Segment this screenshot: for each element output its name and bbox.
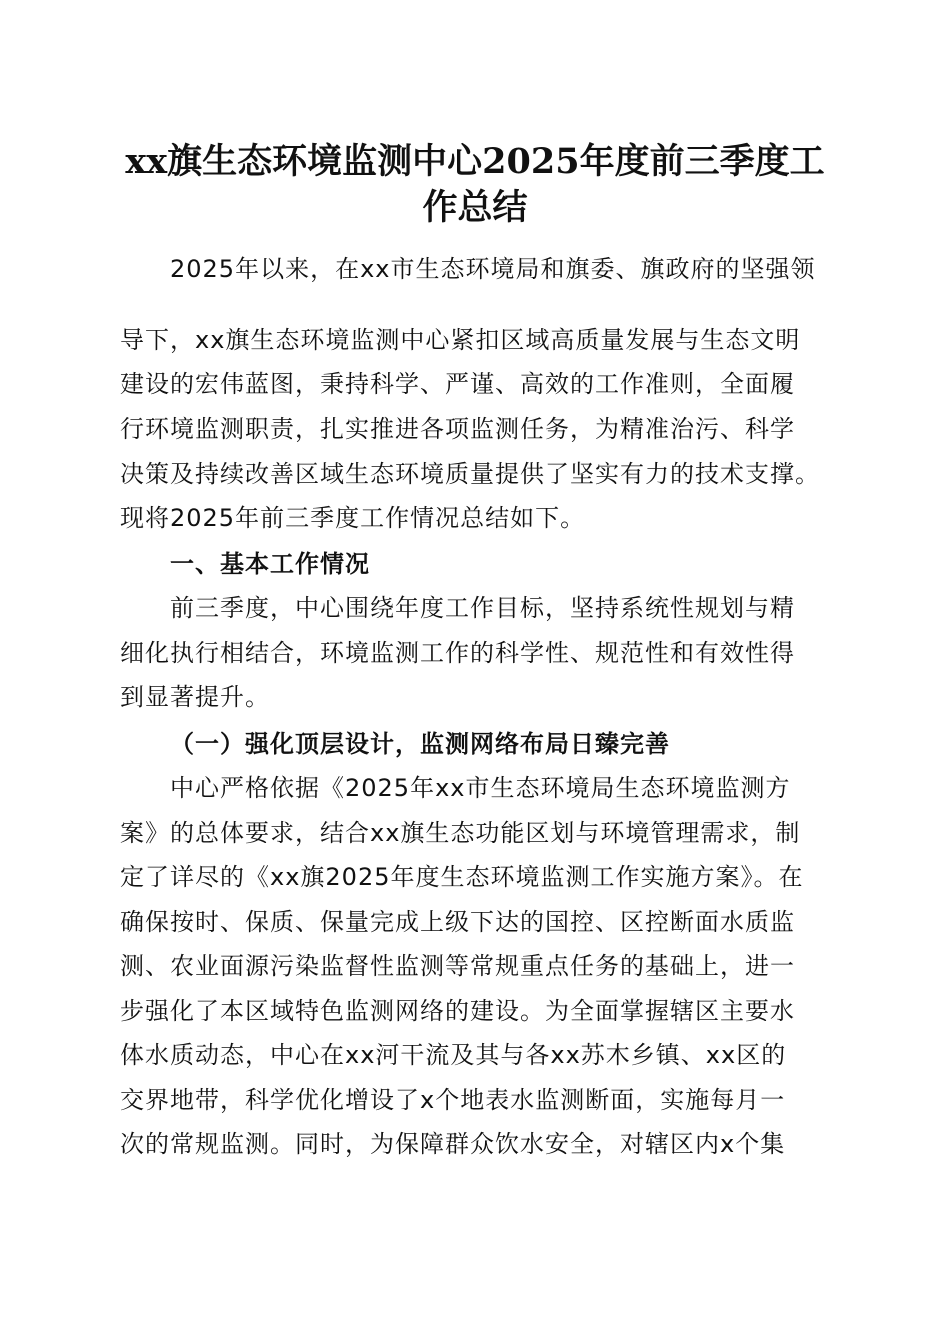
document-title-line-2: 作总结 <box>422 187 528 228</box>
subsection1-paragraph-line: 中心严格依据《2025年xx市生态环境局生态环境监测方 <box>170 774 791 802</box>
intro-paragraph-line: 建设的宏伟蓝图，秉持科学、严谨、高效的工作准则，全面履 <box>120 370 795 398</box>
intro-paragraph-line: 行环境监测职责，扎实推进各项监测任务，为精准治污、科学 <box>120 415 795 443</box>
section1-paragraph-line: 细化执行相结合，环境监测工作的科学性、规范性和有效性得 <box>120 639 795 667</box>
subsection1-paragraph-line: 次的常规监测。同时，为保障群众饮水安全，对辖区内x个集 <box>120 1130 786 1158</box>
document-title-line-1: xx旗生态环境监测中心2025年度前三季度工 <box>125 141 825 182</box>
section-heading-basic-work: 一、基本工作情况 <box>170 550 370 578</box>
subsection-heading-top-level-design: （一）强化顶层设计，监测网络布局日臻完善 <box>170 730 670 758</box>
subsection1-paragraph-line: 交界地带，科学优化增设了x个地表水监测断面，实施每月一 <box>120 1086 786 1114</box>
subsection1-paragraph-line: 案》的总体要求，结合xx旗生态功能区划与环境管理需求，制 <box>120 819 801 847</box>
intro-paragraph-line: 现将2025年前三季度工作情况总结如下。 <box>120 504 586 532</box>
subsection1-paragraph-line: 体水质动态，中心在xx河干流及其与各xx苏木乡镇、xx区的 <box>120 1041 787 1069</box>
subsection1-paragraph-line: 定了详尽的《xx旗2025年度生态环境监测工作实施方案》。在 <box>120 863 804 891</box>
section1-paragraph-line: 到显著提升。 <box>120 683 270 711</box>
subsection1-paragraph-line: 步强化了本区域特色监测网络的建设。为全面掌握辖区主要水 <box>120 997 795 1025</box>
intro-paragraph-line: 2025年以来，在xx市生态环境局和旗委、旗政府的坚强领 <box>170 255 816 283</box>
subsection1-paragraph-line: 确保按时、保质、保量完成上级下达的国控、区控断面水质监 <box>120 908 795 936</box>
subsection1-paragraph-line: 测、农业面源污染监督性监测等常规重点任务的基础上，进一 <box>120 952 795 980</box>
intro-paragraph-line: 决策及持续改善区域生态环境质量提供了坚实有力的技术支撑。 <box>120 460 820 488</box>
section1-paragraph-line: 前三季度，中心围绕年度工作目标，坚持系统性规划与精 <box>170 594 795 622</box>
intro-paragraph-line: 导下，xx旗生态环境监测中心紧扣区域高质量发展与生态文明 <box>120 326 801 354</box>
